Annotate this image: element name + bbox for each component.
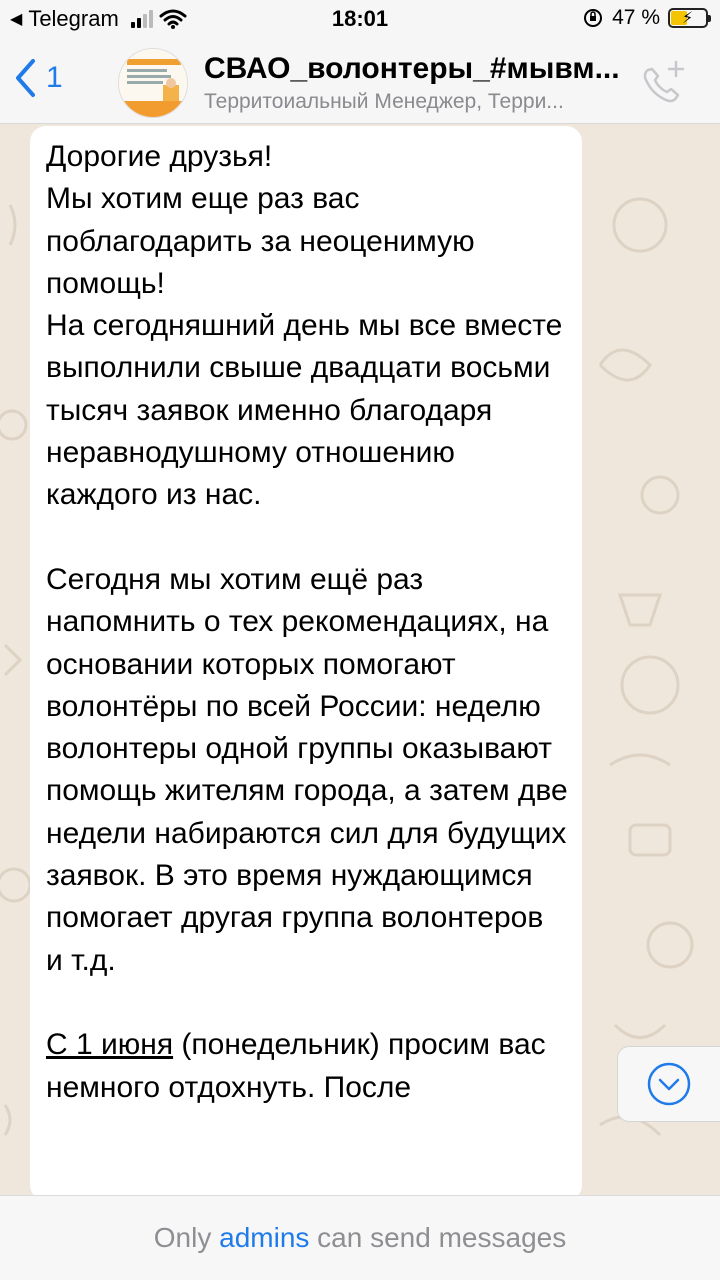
date-link[interactable]: С 1 июня xyxy=(46,1028,174,1062)
status-time: 18:01 xyxy=(331,6,389,31)
avatar-image xyxy=(119,49,188,118)
chat-title[interactable]: СВАО_волонтеры_#мывм... xyxy=(204,52,620,85)
chat-header xyxy=(0,40,720,124)
battery-percent: 47 % xyxy=(612,6,660,29)
charging-bolt-icon: ⚡ xyxy=(682,10,694,27)
chat-subtitle[interactable]: Территоиальный Менеджер, Терри... xyxy=(204,90,564,113)
status-right xyxy=(582,6,708,30)
admins-link[interactable]: admins xyxy=(219,1222,310,1253)
add-call-icon[interactable] xyxy=(634,56,690,112)
message-text-part1: Дорогие друзья! Мы хотим еще раз вас поблагодарить за неоценимую помощь! На сегодняшний день мы все вместе выполнили свыше двадцати восьми тысяч заявок именно благодаря неравнодушному отношению каждого из нас. Сегодня мы хотим ещё раз напомнить о тех рекомендациях, на основании которых помогают волонтёры по всей России: неделю волонтеры одной группы оказывают помощь жителям города, а затем две недели набираются сил для будущих заявок. В это время нуждающимся помогает другая группа волонтеров и т.д. xyxy=(46,140,568,977)
group-avatar[interactable] xyxy=(118,48,188,118)
admins-only-prefix: Only xyxy=(153,1222,220,1253)
back-to-app-icon[interactable]: ◀ xyxy=(10,11,23,28)
chevron-left-icon xyxy=(14,58,36,98)
status-bar xyxy=(0,0,720,40)
orientation-lock-icon xyxy=(582,7,604,29)
carrier-label[interactable]: Telegram xyxy=(28,6,119,31)
unread-count: 1 xyxy=(46,61,63,94)
admins-only-suffix: can send messages xyxy=(309,1222,567,1253)
admins-only-bar xyxy=(0,1195,720,1280)
scroll-down-button[interactable] xyxy=(617,1046,720,1122)
message-bubble[interactable] xyxy=(30,126,582,1201)
chevron-down-circle-icon xyxy=(645,1060,693,1108)
message-text-part2: (понедельник) просим вас немного отдохнуть. После xyxy=(46,1028,555,1104)
message-text xyxy=(46,136,568,1109)
back-button[interactable] xyxy=(14,58,63,98)
battery-icon xyxy=(668,8,708,28)
